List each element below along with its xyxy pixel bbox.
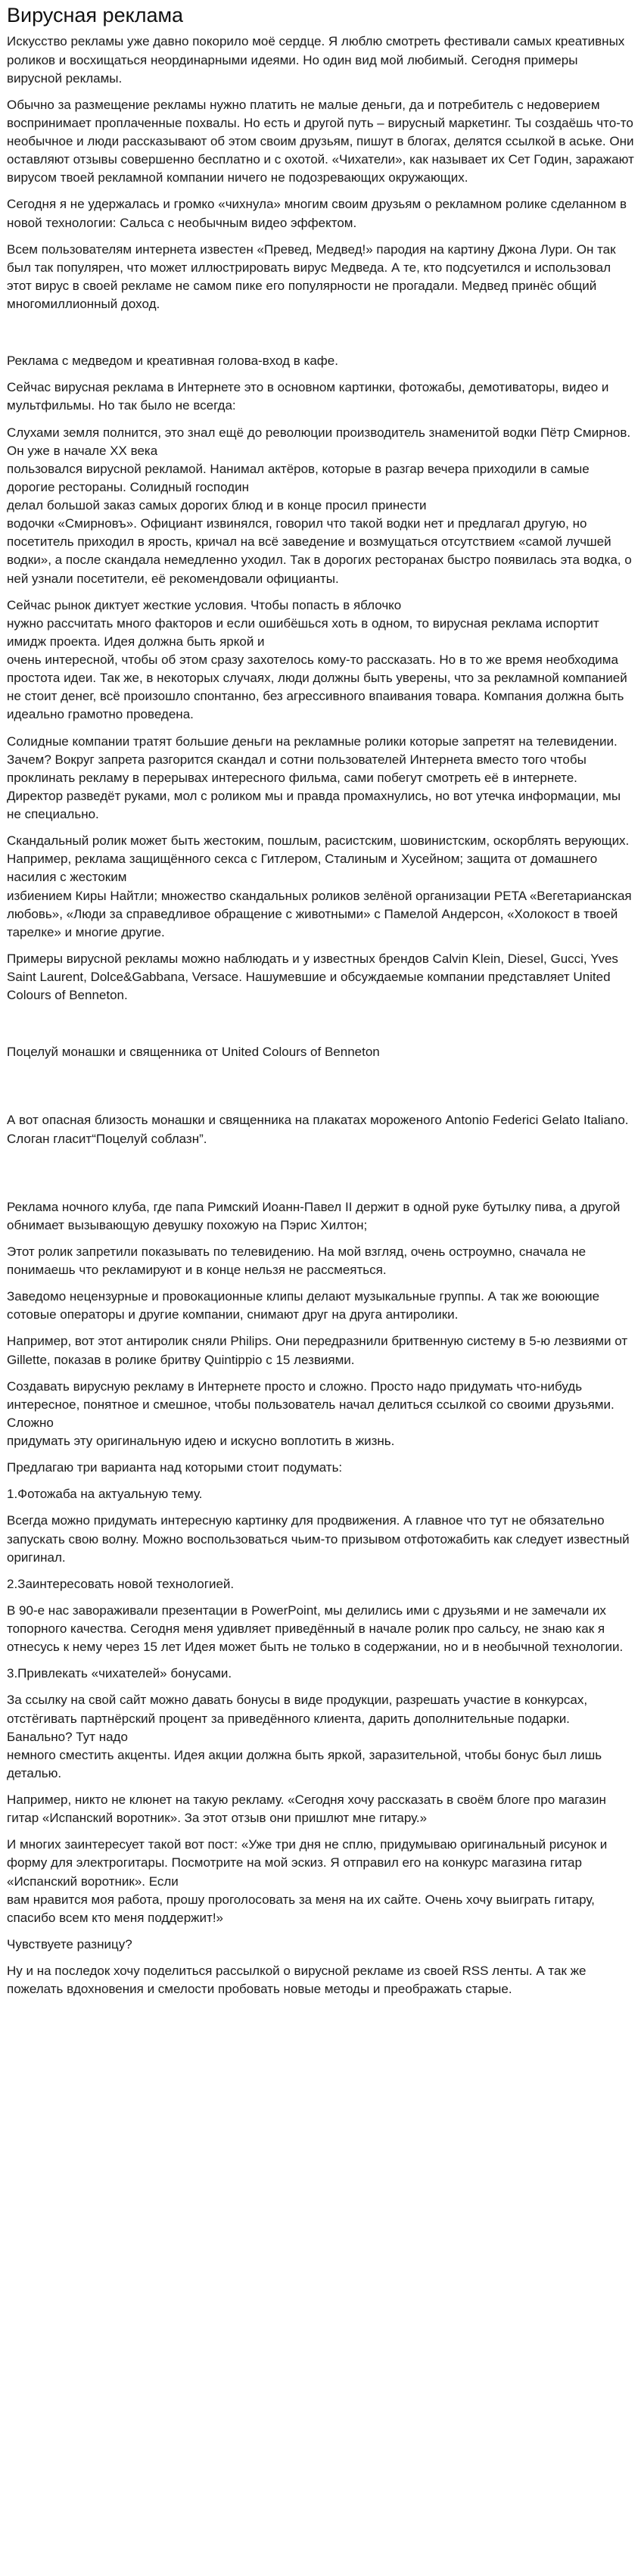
paragraph: Поцелуй монашки и священника от United Colours of Benneton [7,1045,380,1060]
paragraph: Солидные компании тратят большие деньги на рекламные ролики которые запретят на телевидении. Зачем? Вокруг запрета разгорится скандал и сотни пользователей Интернета вместо того чтобы проклинать рекламу в перерывах интересного фильма, сами побегут смотреть её в интернете. Директор разведёт руками, мол с роликом мы и правда промахнулись, но вот утечка информации, мы не специально. [7,734,621,822]
paragraph: И многих заинтересует такой вот пост: «Уже три дня не сплю, придумываю оригинальный рисунок и форму для электрогитары. Посмотрите на мой эскиз. Я отправил его на конкурс магазина гитар «Испанский воротник». Если вам нравится моя работа, прошу проголосовать за меня на их сайте. Очень хочу выиграть гитару, спасибо всем кто меня поддержит!» [7,1837,608,1925]
media-spacer [7,322,634,352]
paragraph: Сейчас рынок диктует жесткие условия. Чтобы попасть в яблочко нужно рассчитать много факторов и если ошибёшься хоть в одном, то вирусная реклама испортит имидж проекта. Идея должна быть яркой и очень интересной, чтобы об этом сразу захотелось кому-то рассказать. Но в то же время необходима простота идеи. Так же, в некоторых случаях, люди должны быть уверены, что за рекламной компанией не стоит денег, всё произошло спонтанно, без агрессивного впаивания товара. Компания должна быть идеально грамотно проведена. [7,597,627,722]
paragraph: Всем пользователям интернета известен «Превед, Медвед!» пародия на картину Джона Лури. Он так был так популярен, что может иллюстрировать вирус Медведа. А те, кто подсуетился и использовал этот вирус в своей рекламе не самом пике его популярности не прогадали. Медвед принёс общий многомиллионный доход. [7,241,616,312]
media-spacer [7,1157,634,1198]
paragraph: Обычно за размещение рекламы нужно платить не малые деньги, да и потребитель с недоверием воспринимает проплаченные похвалы. Но есть и другой путь – вирусный маркетинг. Ты создаёшь что-то необычное и люди рассказывают об этом своим друзьям, пишут в блогах, делятся ссылкой в аське. Они оставляют отзывы совершенно бесплатно и с охотой. «Чихатели», как называет их Сет Годин, заражают вирусом твоей рекламной компании ничего не подозревающих окружающих. [7,97,634,185]
paragraph: Создавать вирусную рекламу в Интернете просто и сложно. Просто надо придумать что-нибудь интересное, понятное и смешное, чтобы пользователь начал делиться ссылкой со своими друзьями. Сложно придумать эту оригинальную идею и искусно воплотить в жизнь. [7,1378,615,1449]
paragraph: Всегда можно придумать интересную картинку для продвижения. А главное что тут не обязательно запускать свою волну. Можно воспользоваться чьим-то призывом отфотожабить как следует известный оригинал. [7,1513,630,1565]
paragraph: Сейчас вирусная реклама в Интернете это в основном картинки, фотожабы, демотиваторы, видео и мультфильмы. Но так было не всегда: [7,380,609,413]
paragraph: Реклама ночного клуба, где папа Римский Иоанн-Павел II держит в одной руке бутылку пива, а другой обнимает вызывающую девушку похожую на Пэрис Хилтон; [7,1199,621,1232]
paragraph: Предлагаю три варианта над которыми стоит подумать: [7,1460,343,1475]
paragraph: 1.Фотожаба на актуальную тему. [7,1487,203,1502]
paragraph: Искусство рекламы уже давно покорило моё сердце. Я люблю смотреть фестивали самых креативных роликов и восхищаться неординарными идеями. Но один вид мой любимый. Сегодня примеры вирусной рекламы. [7,34,625,86]
paragraph: Например, вот этот антиролик сняли Philips. Они передразнили бритвенную систему в 5-ю лезвиями от Gillette, показав в ролике бритву Quintippio с 15 лезвиями. [7,1334,628,1367]
paragraph: А вот опасная близость монашки и священника на плакатах мороженого Antonio Federici Gelato Italiano. Слоган гласит“Поцелуй соблазн”. [7,1113,629,1146]
paragraph: 2.Заинтересовать новой технологией. [7,1576,235,1591]
paragraph: Ну и на последок хочу поделиться рассылкой о вирусной рекламе из своей RSS ленты. А так же пожелать вдохновения и смелости пробовать новые методы и преображать старые. [7,1964,587,1997]
paragraph: Слухами земля полнится, это знал ещё до революции производитель знаменитой водки Пётр Смирнов. Он уже в начале XX века пользовался вирусной рекламой. Нанимал актёров, которые в разгар вечера приходили в самые дорогие рестораны. Солидный господин делал большой заказ самых дорогих блюд и в конце просил принести водочки «Смирновъ». Официант извинялся, говорил что такой водки нет и предлагал другую, но посетитель приходил в ярость, кричал на всё заведение и возмущаться отсутствием «самой лучшей водки», а после скандала немедленно уходил. Так в дорогих ресторанах быстро появилась эта водка, о ней узнали посетители, её рекомендовали официанты. [7,425,632,586]
paragraph: В 90-е нас завораживали презентации в PowerPoint, мы делились ими с друзьями и не замечали их топорного качества. Сегодня меня удивляет приведённый в начале ролик про сальсу, не знаю как я отнесусь к нему через 15 лет Идея может быть не только в содержании, но и в необычной технологии. [7,1603,624,1655]
paragraph: Чувствуете разницу? [7,1936,132,1951]
page-title: Вирусная реклама [7,4,184,26]
media-spacer [7,1070,634,1111]
paragraph: 3.Привлекать «чихателей» бонусами. [7,1666,232,1681]
paragraph: Сегодня я не удержалась и громко «чихнула» многим своим друзьям о рекламном ролике сделанном в новой технологии: Сальса с необычным видео эффектом. [7,197,627,230]
paragraph: Например, никто не клюнет на такую рекламу. «Сегодня хочу рассказать в своём блоге про магазин гитар «Испанский воротник». За этот отзыв они пришлют мне гитару.» [7,1793,606,1826]
paragraph: Скандальный ролик может быть жестоким, пошлым, расистским, шовинистским, оскорблять верующих. Например, реклама защищённого секса с Гитлером, Сталиным и Хусейном; защита от домашнего насилия с жестоким избиением Киры Найтли; множество скандальных роликов зелёной организации PETA «Вегетарианская любовь», «Люди за справедливое обращение с животными» с Памелой Андерсон, «Холокост в твоей тарелке» и многие другие. [7,833,632,939]
paragraph: За ссылку на свой сайт можно давать бонусы в виде продукции, разрешать участие в конкурсах, отстёгивать партнёрский процент за приведённого клиента, дарить дополнительные подарки. Банально? Тут надо немного сместить акценты. Идея акции должна быть яркой, заразительной, чтобы бонус был лишь деталью. [7,1693,602,1780]
paragraph: Примеры вирусной рекламы можно наблюдать и у известных брендов Calvin Klein, Diesel, Gucci, Yves Saint Laurent, Dolce&Gabbana, Versace. Нашумевшие и обсуждаемые компании представляет United Colours of Benneton. [7,951,618,1003]
paragraph: Этот ролик запретили показывать по телевидению. На мой взгляд, очень остроумно, сначала не понимаешь что рекламируют и в конце нельзя не рассмеяться. [7,1244,587,1278]
paragraph: Реклама с медведом и креативная голова-вход в кафе. [7,354,338,369]
media-spacer [7,1013,634,1043]
article-body [7,33,634,1998]
paragraph: Заведомо нецензурные и провокационные клипы делают музыкальные группы. А так же воюющие сотовые операторы и другие компании, снимают друг на друга антиролики. [7,1289,600,1322]
